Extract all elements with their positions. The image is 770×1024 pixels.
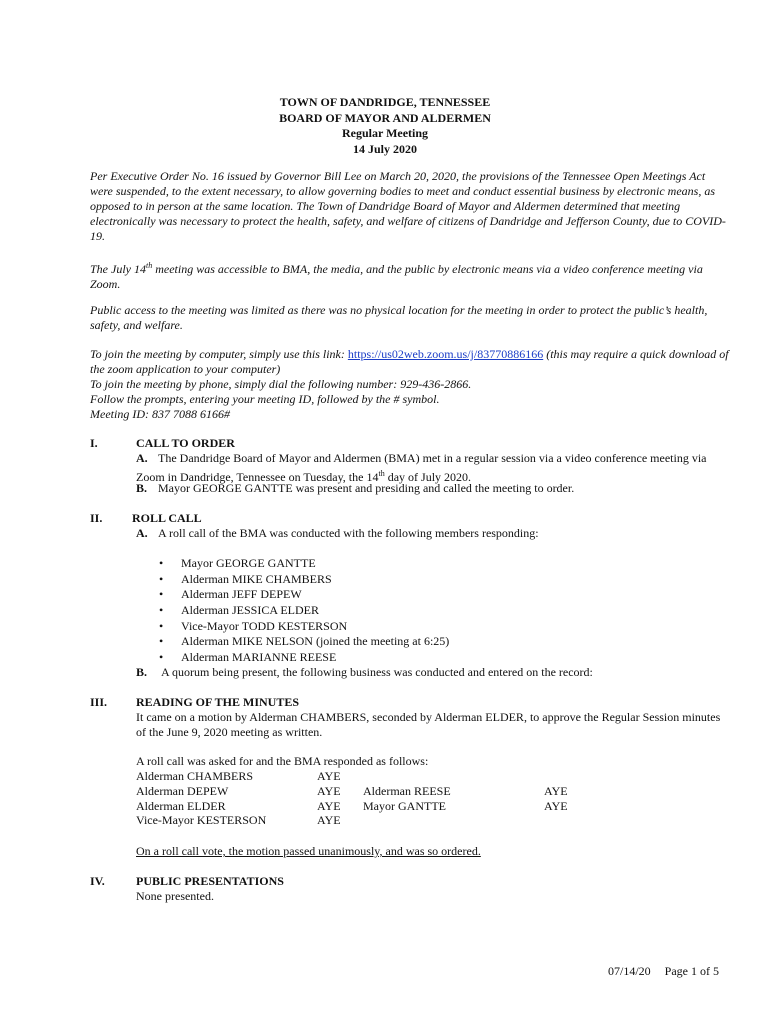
vote-value: AYE	[544, 798, 568, 813]
vote-value: AYE	[317, 783, 341, 798]
vote-name: Alderman CHAMBERS	[136, 769, 253, 783]
vote-name: Vice-Mayor KESTERSON	[136, 813, 267, 828]
join-computer	[90, 347, 730, 377]
list-item: • Alderman MARIANNE REESE	[156, 650, 449, 666]
section-number: II.	[90, 511, 103, 525]
footer-date: 07/14/20	[608, 964, 651, 978]
vote-value: AYE	[317, 813, 341, 828]
list-item: • Alderman JEFF DEPEW	[156, 587, 449, 603]
vote-value: AYE	[544, 783, 568, 798]
item-a-text-post: day of July 2020.	[384, 470, 472, 484]
section-number: III.	[90, 695, 108, 709]
item-b-text: Mayor GEORGE GANTTE was present and presiding and called the meeting to order.	[158, 481, 575, 495]
vote-value: AYE	[317, 769, 341, 783]
july-superscript: th	[146, 261, 153, 270]
vote-name: Alderman DEPEW	[136, 783, 229, 798]
item-a-text: A roll call of the BMA was conducted with the following members responding:	[158, 526, 539, 540]
vote-name: Alderman REESE	[363, 783, 451, 798]
july-text-post: meeting was accessible to BMA, the media, and the public by electronic means via a video conference meeting via Zoom.	[90, 262, 703, 291]
header-board: BOARD OF MAYOR AND ALDERMEN	[279, 110, 491, 125]
vote-value: AYE	[317, 798, 341, 813]
july-text-pre: The July 14	[90, 262, 146, 276]
list-item: • Alderman MIKE NELSON (joined the meeting at 6:25)	[156, 634, 449, 650]
item-label: B.	[136, 481, 148, 495]
join-phone: To join the meeting by phone, simply dial the following number: 929-436-2866.	[90, 377, 472, 391]
list-item: • Mayor GEORGE GANTTE	[156, 556, 449, 572]
page-footer	[608, 964, 719, 979]
item-b-text: A quorum being present, the following business was conducted and entered on the record:	[161, 665, 593, 679]
call-to-order-item-b	[136, 481, 726, 496]
section-number: I.	[90, 436, 98, 450]
zoom-access-paragraph	[90, 258, 730, 292]
header-meeting-type: Regular Meeting	[341, 126, 429, 140]
public-presentations-text: None presented.	[136, 889, 214, 903]
zoom-link[interactable]: https://us02web.zoom.us/j/83770886166	[347, 347, 544, 361]
join-computer-text: To join the meeting by computer, simply use this link:	[90, 347, 348, 361]
section-title-public-presentations: PUBLIC PRESENTATIONS	[136, 874, 284, 888]
member-list	[156, 556, 449, 666]
executive-order-paragraph: Per Executive Order No. 16 issued by Governor Bill Lee on March 20, 2020, the provisions of the Tennessee Open Meetings Act were suspended, to the extent necessary, to allow governing bodies to meet and conduct essential business by electronic means, as opposed to in person at the same location. The Town of Dandridge Board of Mayor and Aldermen determined that meeting electronically was necessary to protect the health, safety, and welfare of citizens of Dandridge and Jefferson County, due to COVID-19.	[90, 169, 726, 243]
section-number: IV.	[90, 874, 105, 888]
item-a-superscript: th	[378, 469, 385, 478]
vote-name: Alderman ELDER	[136, 798, 226, 813]
page-number: Page 1 of 5	[664, 964, 719, 978]
join-computer-note: (this may require a quick download of the zoom application to your computer)	[90, 347, 729, 376]
vote-name: Mayor GANTTE	[363, 798, 446, 813]
meeting-id: Meeting ID: 837 7088 6166#	[90, 407, 230, 421]
join-prompts: Follow the prompts, entering your meeting ID, followed by the # symbol.	[90, 392, 440, 406]
header-town: TOWN OF DANDRIDGE, TENNESSEE	[279, 95, 491, 109]
section-title-call-to-order: CALL TO ORDER	[136, 436, 235, 450]
public-access-paragraph: Public access to the meeting was limited as there was no physical location for the meeting in order to protect the public’s health, safety, and welfare.	[90, 303, 708, 332]
item-label: A.	[136, 451, 148, 465]
item-a-text: The Dandridge Board of Mayor and Aldermen (BMA) met in a regular session via a video conference meeting via Zoom in Dandridge, Tennessee on Tuesday, the 14	[136, 451, 707, 484]
item-label: B.	[136, 665, 148, 679]
join-instructions	[90, 347, 730, 422]
roll-call-item-b	[136, 665, 726, 680]
document-header	[0, 95, 770, 157]
list-item: • Alderman MIKE CHAMBERS	[156, 572, 449, 588]
item-label: A.	[136, 526, 148, 540]
list-item: • Alderman JESSICA ELDER	[156, 603, 449, 619]
section-title-roll-call: ROLL CALL	[132, 511, 202, 525]
header-date: 14 July 2020	[352, 141, 417, 156]
list-item: • Vice-Mayor TODD KESTERSON	[156, 619, 449, 635]
minutes-motion: It came on a motion by Alderman CHAMBERS, seconded by Alderman ELDER, to approve the Regular Session minutes of the June 9, 2020 meeting as written.	[136, 710, 721, 739]
roll-call-item-a	[136, 526, 726, 541]
section-title-reading-minutes: READING OF THE MINUTES	[136, 695, 300, 709]
motion-result: On a roll call vote, the motion passed unanimously, and was so ordered.	[136, 844, 481, 858]
roll-call-intro: A roll call was asked for and the BMA responded as follows:	[136, 754, 429, 768]
call-to-order-item-a	[136, 451, 726, 485]
